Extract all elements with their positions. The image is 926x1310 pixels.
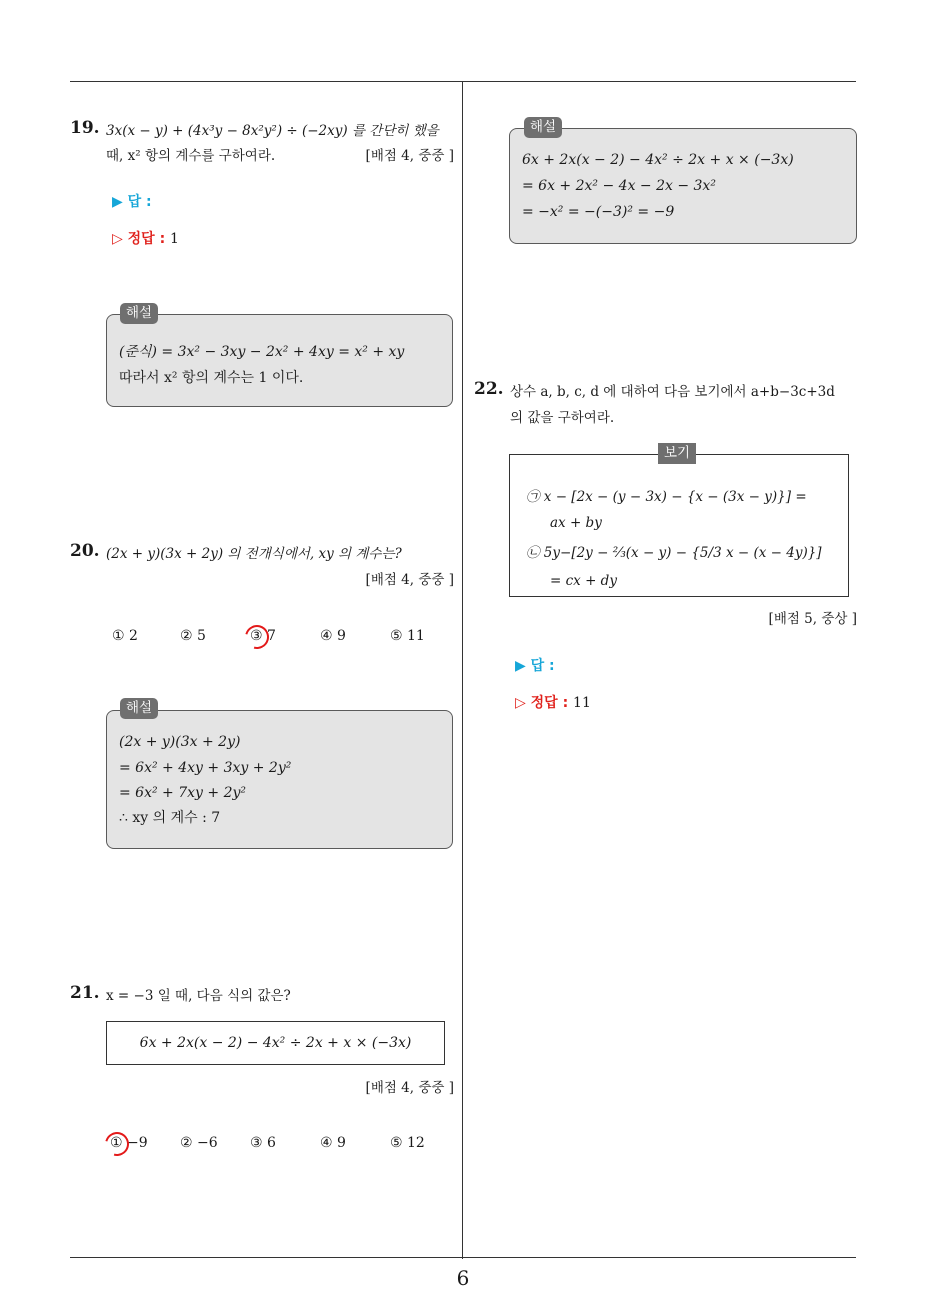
score-label: [배점 5, 중상 ] — [768, 611, 857, 627]
question-text-line2: 의 값을 구하여라. — [510, 410, 615, 426]
choice-4[interactable]: ④ 9 — [320, 1135, 346, 1151]
bogi-tag: 보기 — [658, 443, 696, 464]
solution-line: ∴ xy 의 계수 : 7 — [119, 810, 221, 826]
expression-text: 6x + 2x(x − 2) − 4x² ÷ 2x + x × (−3x) — [139, 1035, 412, 1051]
expression-box — [106, 1021, 445, 1065]
solution-line: = 6x² + 7xy + 2y² — [119, 785, 246, 801]
column-divider — [462, 82, 463, 1259]
question-number: 21. — [70, 983, 100, 1003]
page-number: 6 — [456, 1266, 470, 1290]
correct-value: 11 — [573, 695, 591, 711]
selected-mark-circle — [101, 1128, 134, 1161]
question-number: 19. — [70, 118, 100, 138]
question-text-line1: 3x(x − y) + (4x³y − 8x²y²) ÷ (−2xy) 를 간단히 했을 — [106, 123, 439, 139]
question-text-line1: (2x + y)(3x + 2y) 의 전개식에서, xy 의 계수는? — [106, 546, 402, 562]
solution-tag: 해설 — [120, 698, 158, 719]
question-text-line1: 상수 a, b, c, d 에 대하여 다음 보기에서 a+b−3c+3d — [510, 384, 835, 400]
top-rule — [70, 81, 856, 82]
correct-answer — [112, 228, 179, 248]
choice-2[interactable]: ② 5 — [180, 628, 206, 644]
solution-line: 따라서 x² 항의 계수는 1 이다. — [119, 370, 304, 386]
question-text-line2: 때, x² 항의 계수를 구하여라. — [106, 148, 276, 164]
bottom-rule — [70, 1257, 856, 1258]
selected-mark-circle — [241, 621, 274, 654]
solution-box — [106, 710, 453, 849]
choice-2[interactable]: ② −6 — [180, 1135, 218, 1151]
bogi-line: = cx + dy — [550, 573, 617, 589]
bogi-line: ㉠ x − [2x − (y − 3x) − {x − (3x − y)}] = — [526, 489, 807, 505]
solution-line: (준식) = 3x² − 3xy − 2x² + 4xy = x² + xy — [119, 344, 405, 360]
choice-5[interactable]: ⑤ 11 — [390, 628, 425, 644]
solution-line: 6x + 2x(x − 2) − 4x² ÷ 2x + x × (−3x) — [522, 152, 794, 168]
answer-label: ▶ 답 : — [112, 194, 152, 210]
choice-5[interactable]: ⑤ 12 — [390, 1135, 425, 1151]
solution-box — [509, 128, 857, 244]
question-number: 20. — [70, 541, 100, 561]
solution-tag: 해설 — [524, 117, 562, 138]
correct-label: ▷ 정답 : — [515, 695, 569, 711]
bogi-line: ㉡ 5y−[2y − ⅔(x − y) − {5/3 x − (x − 4y)}] — [526, 545, 822, 561]
choice-1[interactable]: ① −9 — [110, 1135, 148, 1151]
solution-line: (2x + y)(3x + 2y) — [119, 734, 241, 750]
choice-1[interactable]: ① 2 — [112, 628, 138, 644]
score-label: [배점 4, 중중 ] — [365, 148, 454, 164]
score-label: [배점 4, 중중 ] — [365, 1080, 454, 1096]
choice-3[interactable]: ③ 7 — [250, 628, 276, 644]
correct-answer — [515, 692, 591, 712]
solution-line: = −x² = −(−3)² = −9 — [522, 204, 675, 220]
correct-label: ▷ 정답 : — [112, 231, 166, 247]
question-number: 22. — [474, 379, 504, 399]
question-text-line1: x = −3 일 때, 다음 식의 값은? — [106, 988, 291, 1004]
bogi-box — [509, 454, 849, 597]
choice-4[interactable]: ④ 9 — [320, 628, 346, 644]
score-label: [배점 4, 중중 ] — [365, 572, 454, 588]
answer-label: ▶ 답 : — [515, 658, 555, 674]
choice-3[interactable]: ③ 6 — [250, 1135, 276, 1151]
solution-line: = 6x² + 4xy + 3xy + 2y² — [119, 760, 292, 776]
solution-tag: 해설 — [120, 303, 158, 324]
bogi-line: ax + by — [550, 515, 602, 531]
solution-box — [106, 314, 453, 407]
solution-line: = 6x + 2x² − 4x − 2x − 3x² — [522, 178, 716, 194]
correct-value: 1 — [170, 231, 179, 247]
